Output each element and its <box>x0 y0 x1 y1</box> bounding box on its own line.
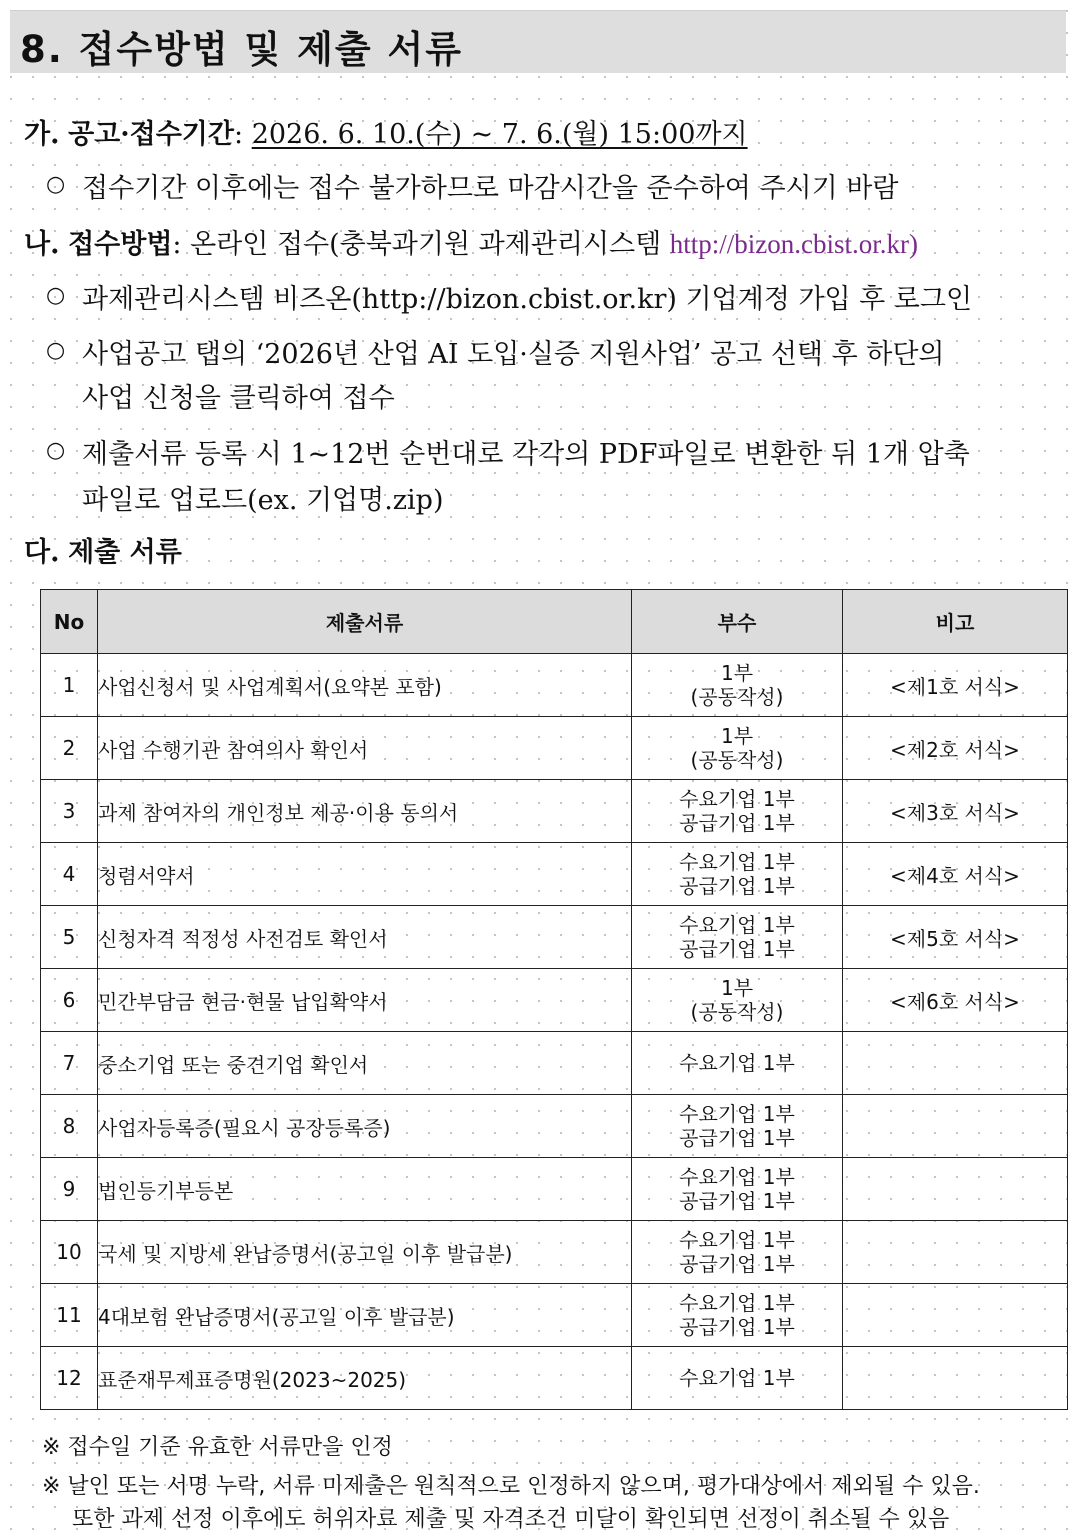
row-copies <box>632 1221 843 1284</box>
row-copies <box>632 969 843 1032</box>
period-note: 접수기간 이후에는 접수 불가하므로 마감시간을 준수하여 주시기 바람 <box>82 173 899 204</box>
row-copies <box>632 906 843 969</box>
row-note <box>843 1347 1068 1410</box>
row-document: 표준재무제표증명원(2023~2025) <box>98 1347 632 1410</box>
method-mark: 나. <box>24 229 60 260</box>
header-copies: 부수 <box>632 590 843 654</box>
row-no: 10 <box>41 1221 98 1284</box>
copies-line-2: (공동작성) <box>690 1000 784 1024</box>
row-document: 국세 및 지방세 완납증명서(공고일 이후 발급분) <box>98 1221 632 1284</box>
bullet-marker: ○ <box>46 283 66 308</box>
period-mark: 가. <box>24 119 60 150</box>
copies-line-1: 수요기업 1부 <box>679 850 795 874</box>
table-row <box>41 1221 1068 1284</box>
bullet-marker: ○ <box>46 338 66 363</box>
table-header-row <box>41 590 1068 654</box>
table-row <box>41 1347 1068 1410</box>
system-url-link[interactable]: http://bizon.cbist.or.kr) <box>669 229 919 259</box>
method-bullet-2: 사업공고 탭의 ‘2026년 산업 AI 도입·실증 지원사업’ 공고 선택 후 하단의 <box>82 339 945 370</box>
row-no: 12 <box>41 1347 98 1410</box>
method-bullet-3-cont: 파일로 업로드(ex. 기업명.zip) <box>82 485 444 516</box>
row-no: 11 <box>41 1284 98 1347</box>
footnote-1: ※ 접수일 기준 유효한 서류만을 인정 <box>42 1435 393 1460</box>
copies-line-1: 1부 <box>720 661 754 685</box>
period-heading <box>24 112 748 151</box>
row-copies <box>632 1158 843 1221</box>
row-document: 법인등기부등본 <box>98 1158 632 1221</box>
copies-line-1: 수요기업 1부 <box>679 1051 795 1075</box>
row-no: 1 <box>41 654 98 717</box>
copies-line-2: 공급기업 1부 <box>679 874 795 898</box>
bullet-marker: ○ <box>46 172 66 197</box>
copies-line-2: 공급기업 1부 <box>679 1252 795 1276</box>
row-note: <제1호 서식> <box>843 654 1068 717</box>
row-note: <제2호 서식> <box>843 717 1068 780</box>
copies-line-2: (공동작성) <box>690 748 784 772</box>
bullet-marker: ○ <box>46 438 66 463</box>
row-note: <제6호 서식> <box>843 969 1068 1032</box>
row-document: 신청자격 적정성 사전검토 확인서 <box>98 906 632 969</box>
period-colon: : <box>233 119 244 150</box>
row-no: 5 <box>41 906 98 969</box>
copies-line-1: 수요기업 1부 <box>679 1228 795 1252</box>
copies-line-2: 공급기업 1부 <box>679 1126 795 1150</box>
table-row <box>41 717 1068 780</box>
copies-line-1: 1부 <box>720 976 754 1000</box>
row-document: 청렴서약서 <box>98 843 632 906</box>
row-note <box>843 1158 1068 1221</box>
row-note <box>843 1221 1068 1284</box>
row-copies <box>632 654 843 717</box>
table-row <box>41 1284 1068 1347</box>
table-row <box>41 1032 1068 1095</box>
header-note: 비고 <box>843 590 1068 654</box>
copies-line-1: 1부 <box>720 724 754 748</box>
row-document: 민간부담금 현금·현물 납입확약서 <box>98 969 632 1032</box>
method-label: 접수방법 <box>68 229 173 260</box>
row-document: 사업 수행기관 참여의사 확인서 <box>98 717 632 780</box>
table-row <box>41 780 1068 843</box>
row-note <box>843 1284 1068 1347</box>
table-row <box>41 1158 1068 1221</box>
copies-line-2: 공급기업 1부 <box>679 1315 795 1339</box>
row-document: 중소기업 또는 중견기업 확인서 <box>98 1032 632 1095</box>
table-row <box>41 969 1068 1032</box>
table-row <box>41 843 1068 906</box>
copies-line-1: 수요기업 1부 <box>679 1102 795 1126</box>
row-copies <box>632 1284 843 1347</box>
copies-line-1: 수요기업 1부 <box>679 1366 795 1390</box>
row-no: 3 <box>41 780 98 843</box>
row-no: 7 <box>41 1032 98 1095</box>
method-colon: : <box>172 229 182 260</box>
row-document: 4대보험 완납증명서(공고일 이후 발급분) <box>98 1284 632 1347</box>
row-no: 9 <box>41 1158 98 1221</box>
method-bullet-1: 과제관리시스템 비즈온(http://bizon.cbist.or.kr) 기업계정 가입 후 로그인 <box>82 284 973 315</box>
method-bullet-2-cont: 사업 신청을 클릭하여 접수 <box>82 383 395 414</box>
table-row <box>41 906 1068 969</box>
section-title: 8. 접수방법 및 제출 서류 <box>20 28 464 71</box>
row-no: 6 <box>41 969 98 1032</box>
row-no: 8 <box>41 1095 98 1158</box>
copies-line-1: 수요기업 1부 <box>679 1165 795 1189</box>
row-no: 2 <box>41 717 98 780</box>
documents-table <box>40 589 1068 1410</box>
copies-line-2: (공동작성) <box>690 685 784 709</box>
footnote-2-cont: 또한 과제 선정 이후에도 허위자료 제출 및 자격조건 미달이 확인되면 선정이 취소될 수 있음 <box>72 1507 950 1532</box>
row-document: 사업신청서 및 사업계획서(요약본 포함) <box>98 654 632 717</box>
footnote-2: ※ 날인 또는 서명 누락, 서류 미제출은 원칙적으로 인정하지 않으며, 평가대상에서 제외될 수 있음. <box>42 1474 980 1499</box>
copies-line-1: 수요기업 1부 <box>679 787 795 811</box>
row-copies <box>632 717 843 780</box>
section-title-bar <box>10 10 1066 73</box>
row-copies <box>632 1095 843 1158</box>
copies-line-2: 공급기업 1부 <box>679 937 795 961</box>
table-row <box>41 654 1068 717</box>
copies-line-2: 공급기업 1부 <box>679 1189 795 1213</box>
copies-line-1: 수요기업 1부 <box>679 913 795 937</box>
row-note: <제3호 서식> <box>843 780 1068 843</box>
documents-mark: 다. <box>24 537 60 568</box>
copies-line-2: 공급기업 1부 <box>679 811 795 835</box>
header-no: No <box>41 590 98 654</box>
row-note: <제5호 서식> <box>843 906 1068 969</box>
table-row <box>41 1095 1068 1158</box>
row-no: 4 <box>41 843 98 906</box>
method-bullet-3: 제출서류 등록 시 1~12번 순번대로 각각의 PDF파일로 변환한 뒤 1개 압축 <box>82 439 970 470</box>
period-label: 공고·접수기간 <box>68 119 234 150</box>
row-copies <box>632 1347 843 1410</box>
row-copies <box>632 843 843 906</box>
row-note <box>843 1095 1068 1158</box>
documents-heading <box>24 530 182 569</box>
row-note: <제4호 서식> <box>843 843 1068 906</box>
copies-line-1: 수요기업 1부 <box>679 1291 795 1315</box>
header-document: 제출서류 <box>98 590 632 654</box>
row-note <box>843 1032 1068 1095</box>
row-document: 사업자등록증(필요시 공장등록증) <box>98 1095 632 1158</box>
row-document: 과제 참여자의 개인정보 제공·이용 동의서 <box>98 780 632 843</box>
period-value: 2026. 6. 10.(수) ~ 7. 6.(월) 15:00까지 <box>251 119 748 150</box>
method-text: 온라인 접수(충북과기원 과제관리시스템 <box>190 229 662 260</box>
row-copies <box>632 780 843 843</box>
method-heading <box>24 222 918 261</box>
documents-label: 제출 서류 <box>68 537 182 568</box>
row-copies <box>632 1032 843 1095</box>
